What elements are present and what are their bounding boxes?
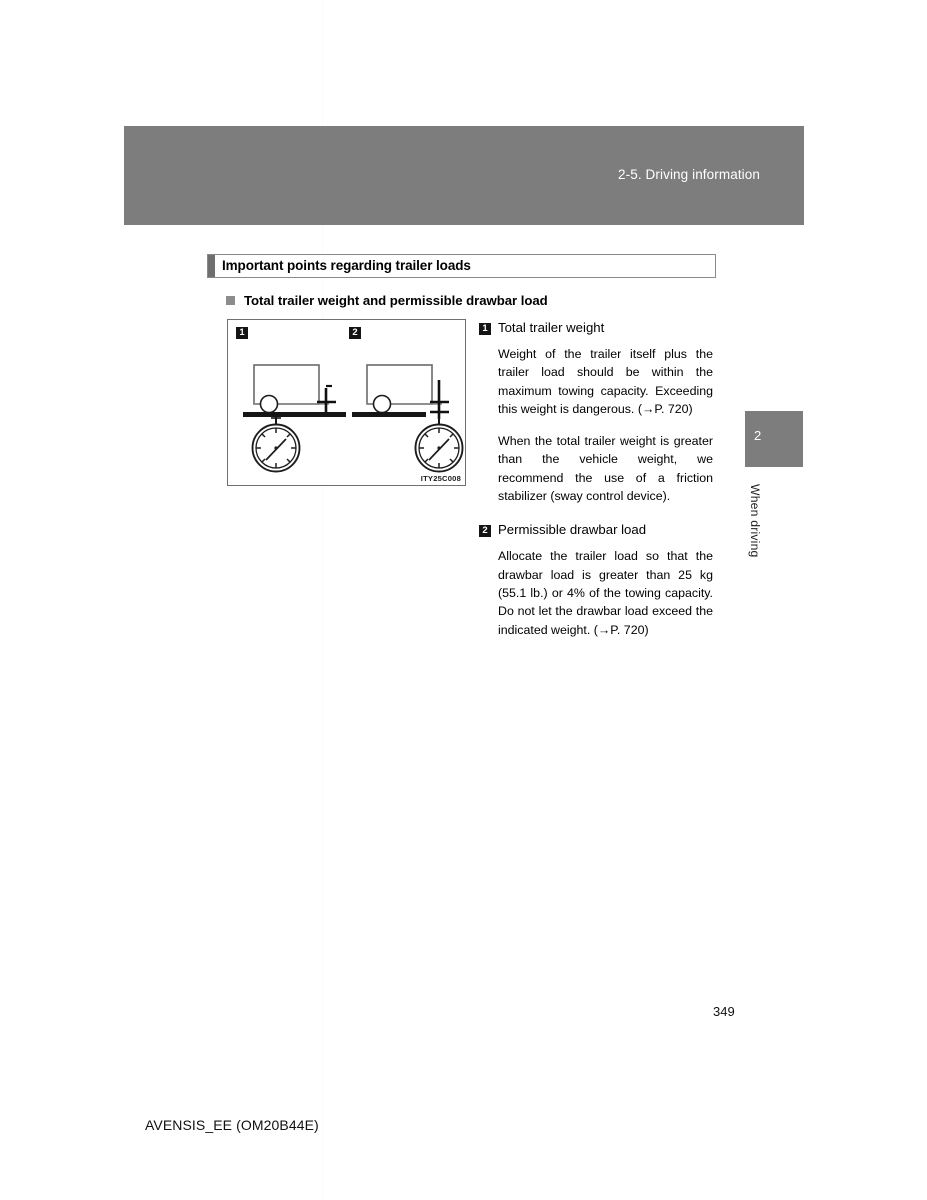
illustration-code: ITY25C008 xyxy=(420,474,461,483)
section-heading-label: Important points regarding trailer loads xyxy=(222,258,471,273)
chapter-tab-label: When driving xyxy=(748,484,762,558)
page-header-band xyxy=(124,126,804,225)
item-2-number-chip: 2 xyxy=(479,525,491,537)
item-2-heading xyxy=(479,521,713,538)
chapter-tab-number: 2 xyxy=(754,428,762,443)
item-1-number-chip: 1 xyxy=(479,323,491,335)
illustration-callout-1: 1 xyxy=(236,327,248,339)
item-2-paragraph-1: Allocate the trailer load so that the drawbar load is greater than 25 kg (55.1 lb.) or 4% of the towing capacity. Do not let the drawbar load exceed the indicated weight. (→P. 720) xyxy=(498,549,713,637)
illustration-figure xyxy=(227,319,466,486)
trailer-weight-diagram xyxy=(228,320,465,485)
page-number: 349 xyxy=(713,1004,735,1019)
item-1-heading xyxy=(479,319,713,336)
item-1-heading-label: Total trailer weight xyxy=(498,320,605,335)
subsection-heading xyxy=(226,293,548,308)
chapter-tab-marker xyxy=(745,411,803,467)
item-2-heading-label: Permissible drawbar load xyxy=(498,522,647,538)
footer-document-code: AVENSIS_EE (OM20B44E) xyxy=(145,1117,319,1133)
section-heading-bar xyxy=(207,254,716,278)
header-section-title: 2-5. Driving information xyxy=(618,167,760,182)
section-heading-accent xyxy=(208,255,215,277)
body-text-column xyxy=(479,319,713,653)
subsection-heading-label: Total trailer weight and permissible drawbar load xyxy=(244,293,548,308)
illustration-callout-2: 2 xyxy=(349,327,361,339)
square-bullet-icon xyxy=(226,296,235,305)
item-1-paragraph-1: Weight of the trailer itself plus the trailer load should be within the maximum towing capacity. Exceeding this weight is dangerous. (→P. 720) xyxy=(498,347,713,416)
item-1-paragraph-2: When the total trailer weight is greater than the vehicle weight, we recommend the use of a friction stabilizer (sway control device). xyxy=(498,434,713,504)
